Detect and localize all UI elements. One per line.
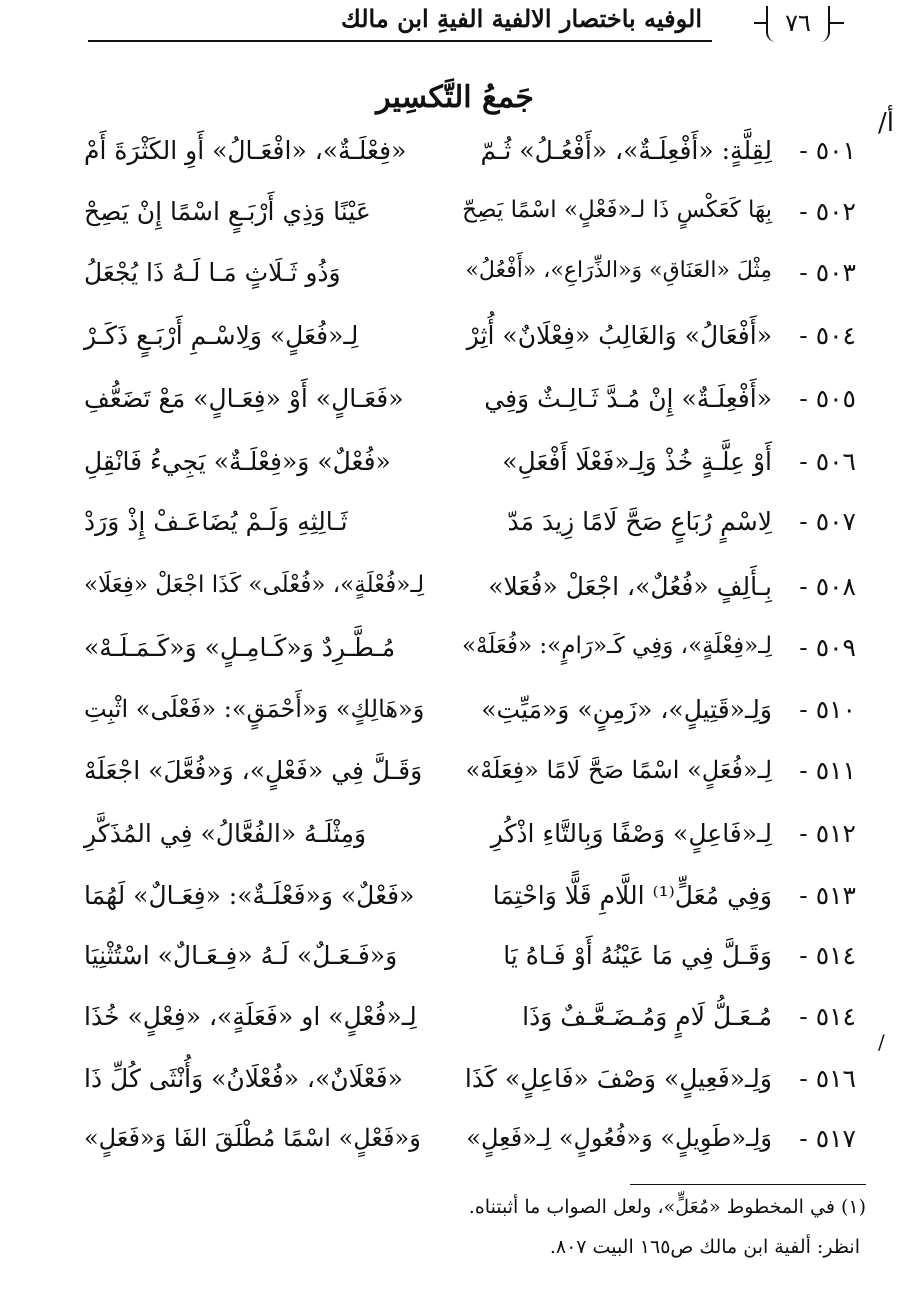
verse-first-hemistich: أَوْ عِلَّـةٍ خُذْ وَلِـ«فَعْلَا أَفْعَلِ» — [502, 447, 772, 476]
footnote-2: انظر: ألفية ابن مالك ص١٦٥ البيت ٨٠٧. — [549, 1236, 860, 1258]
verse-number: ٥١٦ - — [799, 1064, 856, 1093]
verse-row — [84, 132, 856, 176]
footnote-rule — [630, 1184, 866, 1185]
verse-row — [84, 937, 856, 981]
verse-number: ٥١١ - — [799, 756, 856, 785]
verse-second-hemistich: ثَـالِثِهِ وَلَـمْ يُضَاعَـفْ إِذْ وَرَدْ — [84, 507, 348, 536]
page-number-left-tick — [754, 22, 768, 24]
verse-number: ٥٠٩ - — [799, 633, 856, 662]
verse-row — [84, 1060, 856, 1104]
verse-first-hemistich: لِقِلَّةٍ: «أَفْعِلَـةٌ»، «أَفْعُـلُ» ثُـمّ — [480, 136, 772, 165]
verse-second-hemistich: وَقَـلَّ فِي «فَعْلٍ»، وَ«فُعَّلَ» اجْعَلَهْ — [84, 756, 423, 785]
verse-second-hemistich: عَيْنًا وَذِي أَرْبَـعٍ اسْمًا إِنْ يَصِحْ — [84, 197, 371, 226]
verse-second-hemistich: لِـ«فُعْلٍ» او «فَعَلَةٍ»، «فِعْلٍ» خُذَا — [84, 1002, 417, 1031]
verse-second-hemistich: «فِعْلَـةٌ»، «افْعَـالُ» أَوِ الكَثْرَةَ أَمْ — [84, 136, 407, 165]
verse-row — [84, 691, 856, 735]
verse-first-hemistich: مُـعَـلُّ لَامٍ وَمُـضَـعَّـفٌ وَذَا — [522, 1002, 772, 1031]
verse-second-hemistich: «فَعَـالٍ» أَوْ «فِعَـالٍ» مَعْ تَضَعُّفِ — [84, 384, 404, 413]
verse-second-hemistich: وَذُو ثَـلَاثٍ مَـا لَـهُ ذَا يُجْعَلُ — [84, 258, 341, 287]
verse-first-hemistich: لِـ«فِعْلَةٍ»، وَفِي كَـ«رَامٍ»: «فُعَلَهْ» — [461, 633, 772, 659]
verse-row — [84, 254, 856, 298]
verse-first-hemistich: لِـ«فَاعِلٍ» وَصْفًا وَبِالتَّاءِ اذْكُرِ — [490, 819, 772, 848]
verse-row — [84, 443, 856, 487]
verse-first-hemistich: وَلِـ«قَتِيلٍ»، «زَمِنٍ» وَ«مَيِّتِ» — [481, 695, 772, 724]
verse-number: ٥٠٢ - — [799, 197, 856, 226]
verse-row — [84, 503, 856, 547]
verse-first-hemistich: «أَفْعَالُ» وَالغَالِبُ «فِعْلَانٌ» أُثِرْ — [466, 321, 772, 350]
page-number-text: ٧٦ — [785, 9, 811, 37]
verse-second-hemistich: «فَعْلَانٌ»، «فُعْلَانُ» وَأُنْثَى كُلِّ ذَا — [84, 1064, 403, 1093]
verse-row — [84, 752, 856, 796]
verse-number: ٥٠٨ - — [799, 572, 856, 601]
margin-note: أ/ — [878, 108, 894, 138]
page-number — [766, 6, 830, 42]
verse-number: ٥١٣ - — [799, 881, 856, 910]
verse-number: ٥١٤ - — [799, 1002, 856, 1031]
verse-number: ٥٠٧ - — [799, 507, 856, 536]
verse-second-hemistich: مُـطَّـرِدٌ وَ«كَـامِـلٍ» وَ«كَـمَـلَـهْ» — [84, 633, 396, 662]
margin-mark: / — [878, 1030, 885, 1054]
verse-second-hemistich: وَ«فَعْلٍ» اسْمًا مُطْلَقَ الفَا وَ«فَعَلٍ» — [84, 1124, 421, 1152]
verse-row — [84, 877, 856, 921]
verse-first-hemistich: بِـأَلِفٍ «فُعُلٌ»، اجْعَلْ «فُعَلا» — [488, 572, 772, 601]
verse-row — [84, 380, 856, 424]
verse-first-hemistich: لِاسْمٍ رُبَاعٍ صَحَّ لَامًا زِيدَ مَدّ — [507, 507, 772, 536]
section-title: جَمعُ التَّكسِير — [376, 80, 534, 115]
verse-row — [84, 317, 856, 361]
verse-second-hemistich: وَ«فَـعَـلٌ» لَـهُ «فِـعَـالٌ» اسْتُثْنِيَا — [84, 941, 398, 970]
verse-first-hemistich: وَلِـ«فَعِيلٍ» وَصْفَ «فَاعِلٍ» كَذَا — [464, 1064, 772, 1093]
page-header — [88, 2, 852, 38]
verse-second-hemistich: وَ«هَالِكٍ» وَ«أَحْمَقٍ»: «فَعْلَى» اثْبِتِ — [84, 695, 425, 723]
verse-first-hemistich: وَفِي مُعَلٍّ⁽¹⁾ اللَّامِ قَلًّا وَاحْتِمَا — [492, 881, 772, 910]
verse-first-hemistich: لِـ«فُعَلٍ» اسْمًا صَحَّ لَامًا «فِعَلَهْ» — [465, 756, 772, 784]
verse-second-hemistich: «فَعْلٌ» وَ«فَعْلَـةٌ»: «فِعَـالٌ» لَهُمَا — [84, 881, 415, 910]
verse-number: ٥١٠ - — [799, 695, 856, 724]
footnote-1: (١) في المخطوط «مُعَلٍّ»، ولعل الصواب ما أثبتناه. — [468, 1196, 866, 1218]
verse-row — [84, 1120, 856, 1164]
verse-number: ٥٠٣ - — [799, 258, 856, 287]
verse-number: ٥١٧ - — [799, 1124, 856, 1153]
verse-first-hemistich: بِهَا كَعَكْسٍ ذَا لـ«فَعْلٍ» اسْمًا يَصِحّ — [462, 197, 772, 223]
verse-row — [84, 193, 856, 237]
verse-first-hemistich: «أَفْعِلَـةٌ» إِنْ مُـدَّ ثَـالِـثٌ وَفِي — [484, 384, 772, 413]
verse-row — [84, 815, 856, 859]
verse-second-hemistich: «فُعْلٌ» وَ«فِعْلَـةٌ» يَجِيءُ فَانْقِلِ — [84, 447, 391, 476]
verse-second-hemistich: وَمِثْلَـهُ «الفُعَّالُ» فِي المُذَكَّرِ — [84, 819, 367, 848]
verse-number: ٥١٢ - — [799, 819, 856, 848]
verse-number: ٥١٤ - — [799, 941, 856, 970]
verse-row — [84, 568, 856, 612]
page-number-right-tick — [830, 22, 844, 24]
verse-row — [84, 629, 856, 673]
verse-second-hemistich: لِـ«فُعَلٍ» وَلِاسْـمِ أَرْبَـعٍ ذَكَـرْ — [84, 321, 359, 350]
running-title: الوفيه باختصار الالفية الفيةِ ابن مالك — [341, 4, 702, 33]
verse-row — [84, 998, 856, 1042]
verse-first-hemistich: وَلِـ«طَوِيلٍ» وَ«فُعُولٍ» لِـ«فَعِلٍ» — [466, 1124, 772, 1152]
header-rule — [88, 40, 712, 42]
verse-number: ٥٠٦ - — [799, 447, 856, 476]
verse-first-hemistich: وَقَـلَّ فِي مَا عَيْنُهُ أَوْ فَـاهُ يَا — [503, 941, 772, 970]
verse-number: ٥٠٤ - — [799, 321, 856, 350]
verse-number: ٥٠١ - — [799, 136, 856, 165]
verse-second-hemistich: لِـ«فُعْلَةٍ»، «فُعْلَى» كَذَا اجْعَلْ «فِعَلَا» — [84, 572, 425, 598]
verse-first-hemistich: مِثْلَ «العَنَاقِ» وَ«الذِّرَاعِ»، «أَفْعُلُ» — [465, 258, 772, 283]
verse-number: ٥٠٥ - — [799, 384, 856, 413]
